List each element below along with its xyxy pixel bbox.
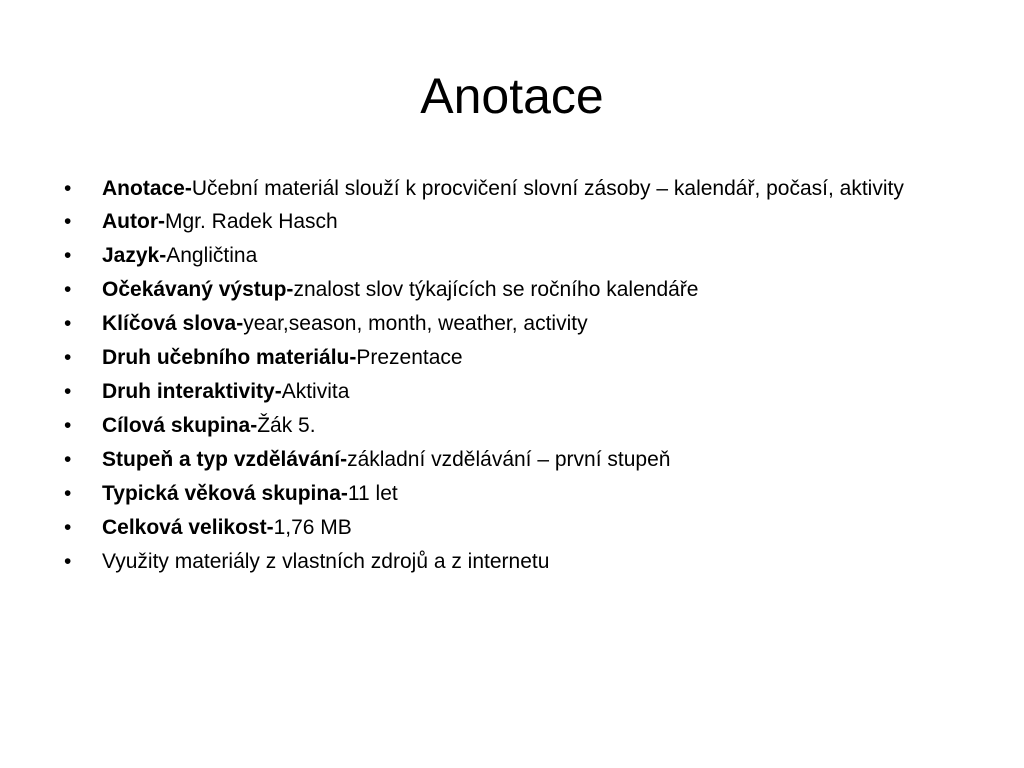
list-item-zdroje [62,548,942,576]
bullet-icon: • [64,550,72,573]
item-label: Klíčová slova- [102,312,244,335]
item-value: Žák 5. [257,414,316,437]
item-label: Autor- [102,210,165,233]
item-label: Jazyk- [102,244,167,267]
list-item-celkova-velikost [62,514,942,542]
item-value: znalost slov týkajících se ročního kalendáře [293,278,699,301]
item-value: Učební materiál slouží k procvičení slovní zásoby – kalendář, počasí, aktivity [191,177,904,200]
bullet-icon: • [64,414,72,437]
bullet-icon: • [64,244,72,267]
item-value: Prezentace [356,346,463,369]
item-value: základní vzdělávání – první stupeň [347,448,671,471]
item-label: Druh učebního materiálu- [102,346,357,369]
slide-title: Anotace [420,68,604,124]
bullet-icon: • [64,278,72,301]
item-value: year,season, month, weather, activity [243,312,588,335]
list-item-vekova-skupina [62,480,942,508]
item-value: Aktivita [281,380,350,403]
list-item-klicova-slova [62,310,942,338]
item-label: Stupeň a typ vzdělávání- [102,448,348,471]
bullet-icon: • [64,516,72,539]
item-label: Anotace- [102,177,192,200]
list-item-cilova-skupina [62,412,942,440]
item-label: Druh interaktivity- [102,380,282,403]
item-label: Cílová skupina- [102,414,258,437]
item-value: 1,76 MB [273,516,352,539]
bullet-icon: • [64,177,72,200]
item-value: 11 let [347,482,398,505]
bullet-icon: • [64,482,72,505]
bullet-icon: • [64,346,72,369]
list-item-stupen-typ [62,446,942,474]
item-value: Mgr. Radek Hasch [164,210,338,233]
bullet-icon: • [64,380,72,403]
bullet-icon: • [64,312,72,335]
item-label: Typická věková skupina- [102,482,348,505]
item-value: Využity materiály z vlastních zdrojů a z internetu [102,550,550,573]
list-item-anotace [62,176,942,202]
item-label: Celková velikost- [102,516,274,539]
bullet-icon: • [64,210,72,233]
item-label: Očekávaný výstup- [102,278,294,301]
list-item-ocekavany-vystup [62,276,942,304]
annotation-list [62,176,942,582]
list-item-druh-materialu [62,344,942,372]
bullet-icon: • [64,448,72,471]
list-item-jazyk [62,242,942,270]
list-item-druh-interaktivity [62,378,942,406]
list-item-autor [62,208,942,236]
item-value: Angličtina [166,244,258,267]
